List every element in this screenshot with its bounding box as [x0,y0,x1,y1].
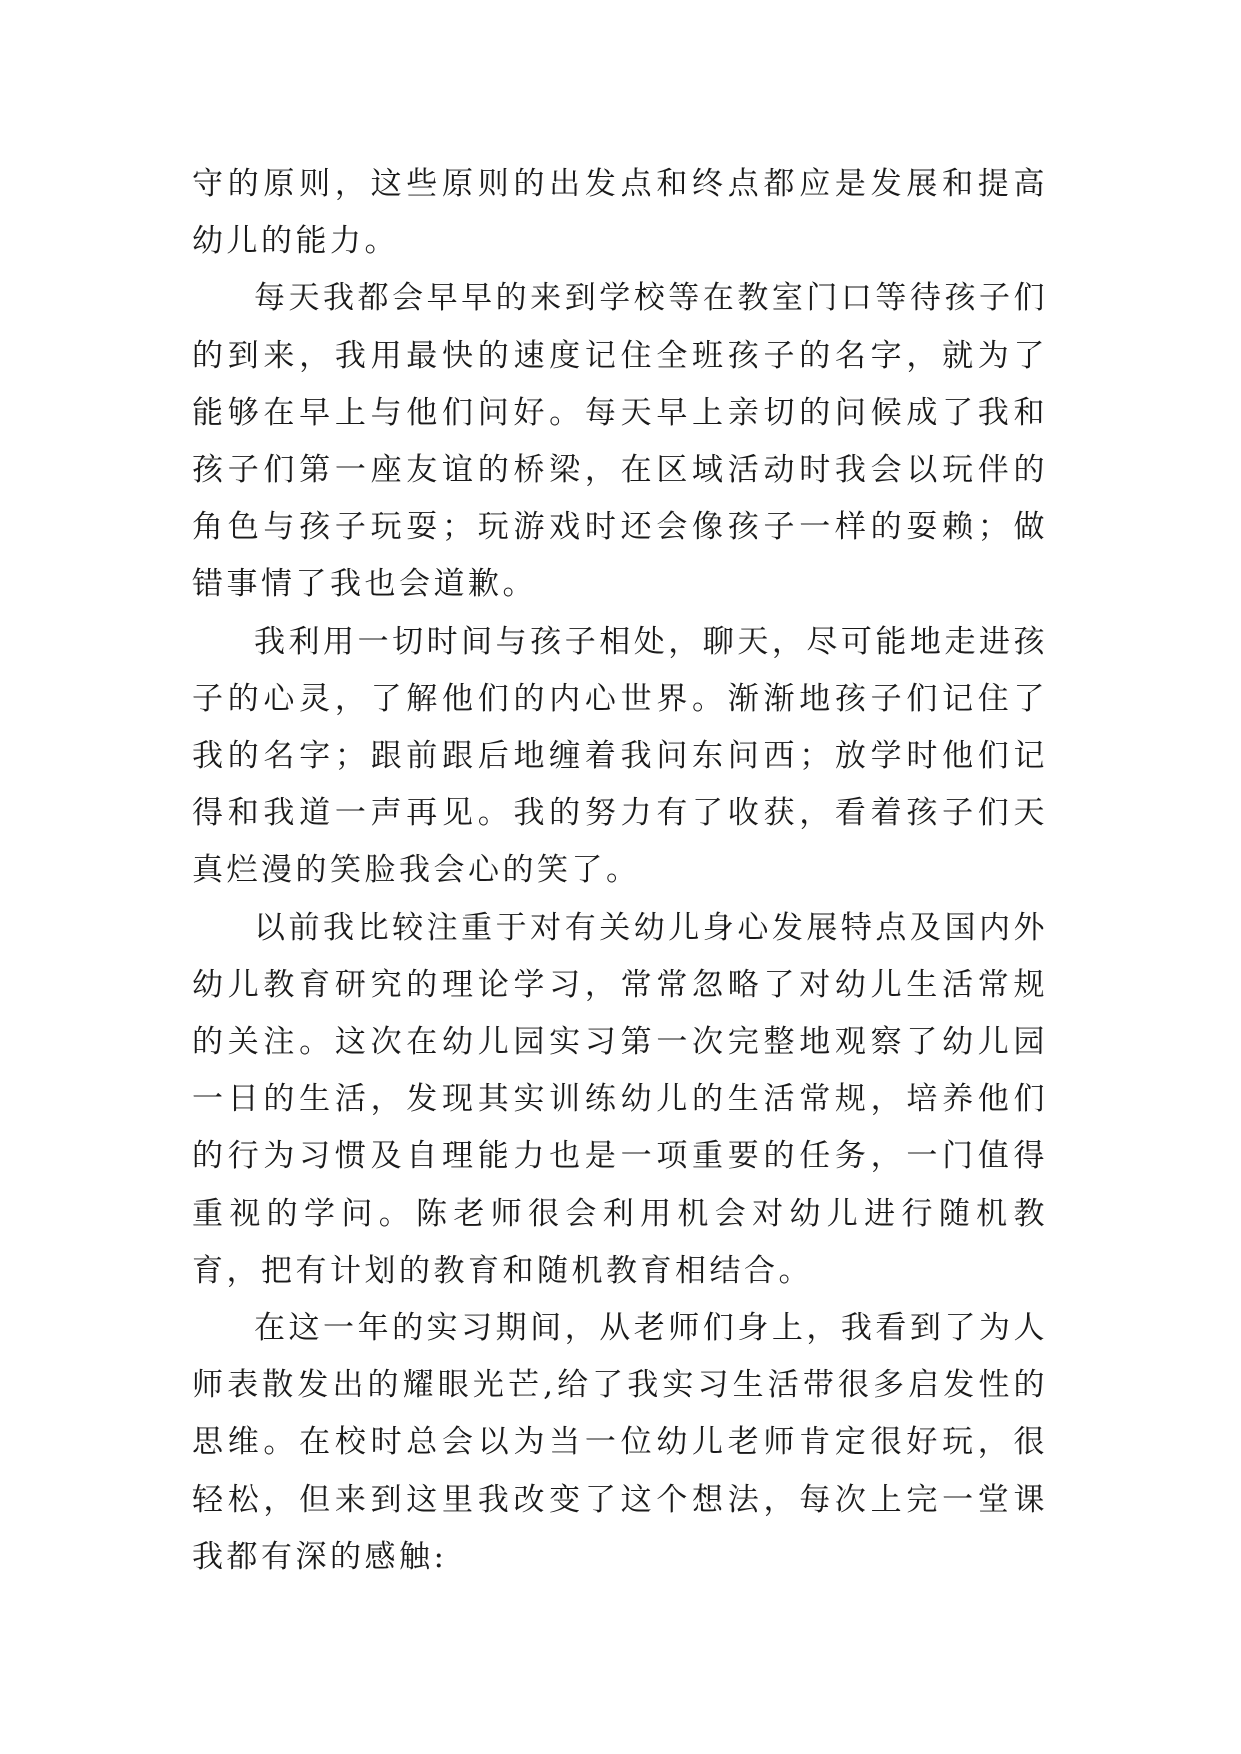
paragraph-3: 我利用一切时间与孩子相处，聊天，尽可能地走进孩子的心灵，了解他们的内心世界。渐渐地孩子们记住了我的名字；跟前跟后地缠着我问东问西；放学时他们记得和我道一声再见。我的努力有了收获，看着孩子们天真烂漫的笑脸我会心的笑了。 [192,623,1048,889]
paragraph-1: 守的原则，这些原则的出发点和终点都应是发展和提高幼儿的能力。 [192,166,1048,260]
paragraph-4: 以前我比较注重于对有关幼儿身心发展特点及国内外幼儿教育研究的理论学习，常常忽略了对幼儿生活常规的关注。这次在幼儿园实习第一次完整地观察了幼儿园一日的生活，发现其实训练幼儿的生活常规，培养他们的行为习惯及自理能力也是一项重要的任务，一门值得重视的学问。陈老师很会利用机会对幼儿进行随机教育，把有计划的教育和随机教育相结合。 [192,909,1048,1289]
paragraph-2: 每天我都会早早的来到学校等在教室门口等待孩子们的到来，我用最快的速度记住全班孩子的名字，就为了能够在早上与他们问好。每天早上亲切的问候成了我和孩子们第一座友谊的桥梁，在区域活动时我会以玩伴的角色与孩子玩耍；玩游戏时还会像孩子一样的耍赖；做错事情了我也会道歉。 [192,280,1048,603]
document-body [192,156,1048,1586]
paragraph-5: 在这一年的实习期间，从老师们身上，我看到了为人师表散发出的耀眼光芒,给了我实习生活带很多启发性的思维。在校时总会以为当一位幼儿老师肯定很好玩，很轻松，但来到这里我改变了这个想法，每次上完一堂课我都有深的感触: [192,1310,1048,1575]
